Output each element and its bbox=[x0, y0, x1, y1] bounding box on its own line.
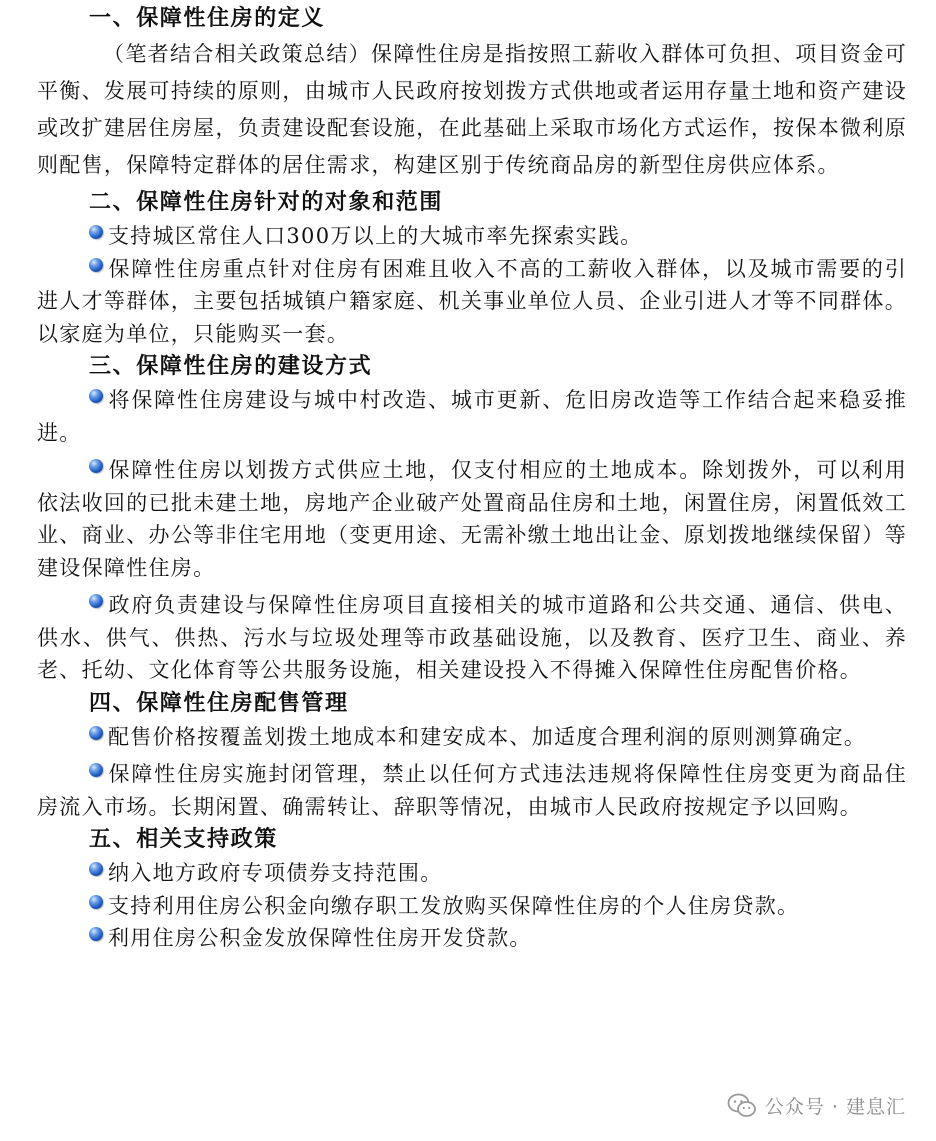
bullet-paragraph bbox=[37, 253, 907, 351]
bullet-paragraph bbox=[37, 589, 907, 687]
section-heading-support-policies: 五、相关支持政策 bbox=[89, 827, 278, 852]
bullet-icon bbox=[89, 258, 103, 272]
bullet-paragraph bbox=[37, 721, 907, 754]
bullet-paragraph bbox=[37, 922, 907, 955]
bullet-icon bbox=[89, 726, 103, 740]
bullet-icon bbox=[89, 895, 103, 909]
bullet-text: 利用住房公积金发放保障性住房开发贷款。 bbox=[108, 926, 532, 950]
wechat-icon bbox=[727, 1093, 757, 1119]
document-page bbox=[37, 2, 907, 955]
bullet-icon bbox=[89, 389, 103, 403]
bullet-icon bbox=[89, 763, 103, 777]
bullet-text: 政府负责建设与保障性住房项目直接相关的城市道路和公共交通、通信、供电、供水、供气、供热、污水与垃圾处理等市政基础设施，以及教育、医疗卫生、商业、养老、托幼、文化体育等公共服务设施，相关建设投入不得摊入保障性住房配售价格。 bbox=[37, 593, 907, 682]
bullet-paragraph bbox=[37, 220, 907, 253]
watermark-text: 公众号 · 建息汇 bbox=[764, 1096, 906, 1118]
watermark bbox=[727, 1092, 906, 1119]
bullet-paragraph bbox=[37, 857, 907, 890]
bullet-paragraph bbox=[37, 454, 907, 584]
bullet-text: 支持利用住房公积金向缴存职工发放购买保障性住房的个人住房贷款。 bbox=[108, 893, 800, 918]
bullet-icon bbox=[89, 459, 103, 473]
section-heading-construction: 三、保障性住房的建设方式 bbox=[89, 354, 373, 379]
bullet-text: 支持城区常住人口300万以上的大城市率先探索实践。 bbox=[108, 224, 643, 248]
bullet-paragraph bbox=[37, 758, 907, 823]
bullet-text: 纳入地方政府专项债券支持范围。 bbox=[108, 861, 443, 885]
bullet-icon bbox=[89, 594, 103, 608]
bullet-text: 保障性住房以划拨方式供应土地，仅支付相应的土地成本。除划拨外，可以利用依法收回的已批未建土地，房地产企业破产处置商品住房和土地，闲置住房，闲置低效工业、商业、办公等非住宅用地（变更用途、无需补缴土地出让金、原划拨地继续保留）等建设保障性住房。 bbox=[37, 458, 907, 580]
bullet-paragraph bbox=[37, 890, 907, 923]
section-heading-targets: 二、保障性住房针对的对象和范围 bbox=[89, 190, 444, 215]
bullet-text: 将保障性住房建设与城中村改造、城市更新、危旧房改造等工作结合起来稳妥推进。 bbox=[37, 388, 907, 445]
section-heading-definition: 一、保障性住房的定义 bbox=[89, 6, 326, 31]
bullet-icon bbox=[89, 927, 103, 941]
bullet-icon bbox=[89, 225, 103, 239]
bullet-text: 配售价格按覆盖划拨土地成本和建安成本、加适度合理利润的原则测算确定。 bbox=[108, 724, 867, 749]
bullet-text: 保障性住房重点针对住房有困难且收入不高的工薪收入群体，以及城市需要的引进人才等群体，主要包括城镇户籍家庭、机关事业单位人员、企业引进人才等不同群体。以家庭为单位，只能购买一套。 bbox=[37, 256, 907, 346]
bullet-icon bbox=[89, 862, 103, 876]
bullet-text: 保障性住房实施封闭管理，禁止以任何方式违法违规将保障性住房变更为商品住房流入市场。长期闲置、确需转让、辞职等情况，由城市人民政府按规定予以回购。 bbox=[37, 762, 907, 819]
bullet-paragraph bbox=[37, 384, 907, 449]
definition-paragraph: （笔者结合相关政策总结）保障性住房是指按照工薪收入群体可负担、项目资金可平衡、发展可持续的原则，由城市人民政府按划拨方式供地或者运用存量土地和资产建设或改扩建居住房屋，负责建设配套设施，在此基础上采取市场化方式运作，按保本微利原则配售，保障特定群体的居住需求，构建区别于传统商品房的新型住房供应体系。 bbox=[37, 42, 907, 177]
section-heading-sales-management: 四、保障性住房配售管理 bbox=[89, 690, 349, 716]
